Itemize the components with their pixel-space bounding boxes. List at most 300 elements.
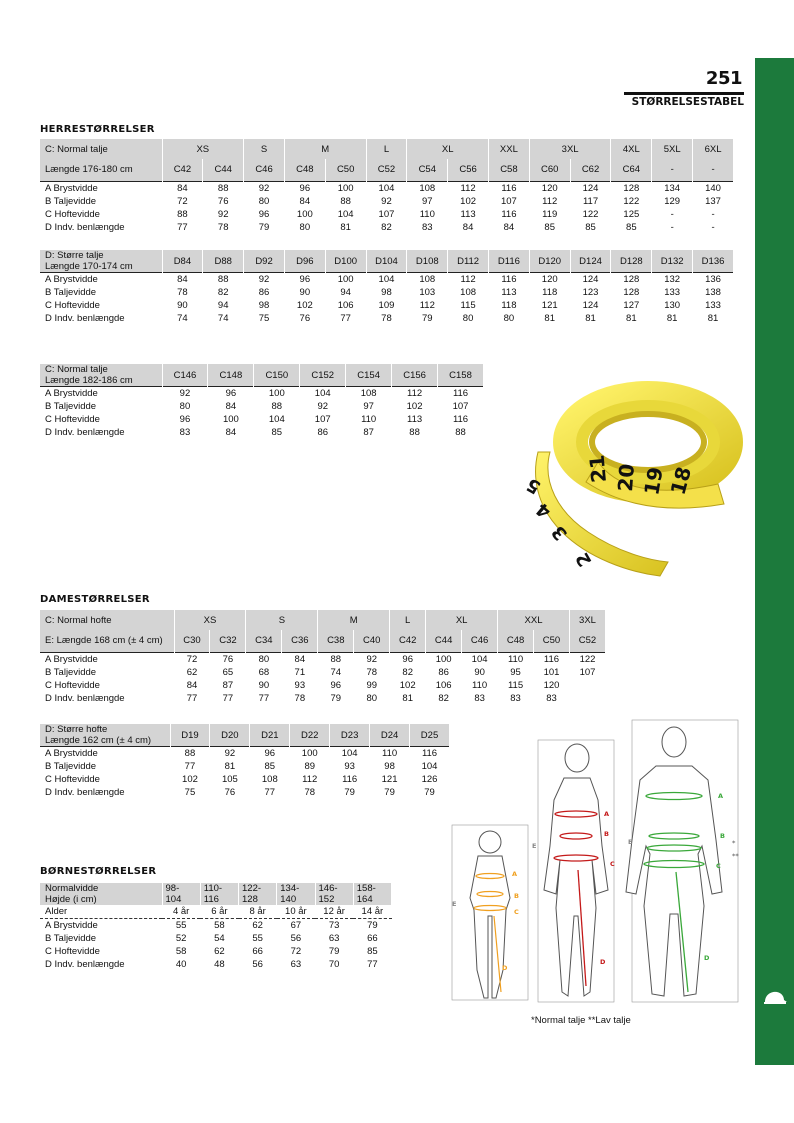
size-code: C148 <box>208 364 254 387</box>
born-heading: BØRNESTØRRELSER <box>40 866 157 877</box>
tape-number: 18 <box>665 464 697 498</box>
measure-value: 86 <box>258 287 270 298</box>
measure-value: 85 <box>271 427 283 438</box>
measure-value: 121 <box>381 774 398 785</box>
waist-footnote: *Normal talje **Lav talje <box>531 1015 631 1026</box>
measure-value: 116 <box>452 414 469 425</box>
table-row <box>40 919 392 933</box>
measure-value: 88 <box>170 747 210 761</box>
measure-value: 92 <box>244 181 285 195</box>
measure-label: A Brystvidde <box>40 387 162 401</box>
measure-value: 87 <box>363 427 374 438</box>
size-code: C154 <box>346 364 392 387</box>
herre-table-stor <box>40 250 734 325</box>
measure-label: B Taljevidde <box>45 933 97 944</box>
measure-value: 117 <box>582 195 599 207</box>
measure-value: 107 <box>500 195 517 207</box>
measure-value: 80 <box>503 313 515 324</box>
size-range <box>353 883 391 905</box>
measure-label: B Taljevidde <box>45 666 97 678</box>
measure-value: 76 <box>299 313 311 324</box>
table-row <box>40 413 484 426</box>
measure-value: 72 <box>174 652 210 666</box>
measure-value: 83 <box>179 427 191 438</box>
measure-value: 110 <box>370 747 410 761</box>
measure-value: 84 <box>462 221 474 233</box>
body-measurement-figures <box>446 720 752 1012</box>
measure-value: 133 <box>664 287 681 298</box>
measure-value: - <box>711 208 715 220</box>
measure-value: 94 <box>340 287 351 298</box>
table-row <box>40 652 606 666</box>
measure-value: 112 <box>542 195 558 207</box>
measure-value: 70 <box>328 959 340 970</box>
tape-number: 19 <box>639 465 668 497</box>
measure-value: 120 <box>529 181 570 195</box>
measure-label: D Indv. benlængde <box>45 427 125 438</box>
table-row <box>40 666 606 679</box>
size-label: XL <box>407 139 489 159</box>
size-code: C52 <box>366 159 407 181</box>
measure-value: 68 <box>258 666 270 678</box>
measure-value: 40 <box>175 959 187 970</box>
measure-value: 62 <box>214 946 225 957</box>
header-cell: Længde 176-180 cm <box>40 159 162 181</box>
measure-value: 88 <box>318 652 354 666</box>
measure-value: 92 <box>210 747 250 761</box>
table-row <box>40 786 450 799</box>
measure-value: 62 <box>252 920 263 931</box>
header-line: Længde 162 cm (± 4 cm) <box>45 735 152 746</box>
measure-value: 85 <box>544 221 555 233</box>
measure-value: 65 <box>222 666 234 678</box>
size-label: XS <box>162 139 244 159</box>
header-line: Længde 170-174 cm <box>45 261 133 272</box>
size-line: 152 <box>318 894 335 905</box>
measure-value: 80 <box>246 652 282 666</box>
measure-label: D Indv. benlængde <box>45 221 125 233</box>
measure-value: 107 <box>314 414 331 425</box>
size-code: C62 <box>570 159 611 181</box>
size-code: D21 <box>250 724 290 747</box>
measure-value: 133 <box>705 300 721 311</box>
measure-value: 140 <box>693 181 734 195</box>
measure-value: 108 <box>346 387 392 401</box>
measure-value: 79 <box>424 787 435 798</box>
measure-value: 90 <box>474 666 485 678</box>
measure-value: 116 <box>489 181 530 195</box>
measure-value: 92 <box>354 652 390 666</box>
measure-value: 96 <box>250 747 290 761</box>
tape-number: 21 <box>584 453 611 484</box>
measure-value: 83 <box>510 692 521 704</box>
size-code: D92 <box>244 250 285 273</box>
measure-value: 84 <box>225 427 237 438</box>
size-code: C46 <box>462 630 498 652</box>
measure-value: 100 <box>254 387 300 401</box>
measure-value: 124 <box>582 300 599 311</box>
measure-value: 112 <box>448 181 489 195</box>
measure-value: 89 <box>304 761 316 772</box>
measure-label: A Brystvidde <box>40 181 162 195</box>
page-number: 251 <box>705 68 742 89</box>
measure-value: 62 <box>186 666 198 678</box>
size-code: C32 <box>210 630 246 652</box>
size-range <box>200 883 238 905</box>
measure-value: 88 <box>340 195 351 207</box>
measure-value: 82 <box>438 692 449 704</box>
header-cell: C: Normal talje <box>40 139 162 159</box>
measure-value: 71 <box>294 666 306 678</box>
measure-value: 96 <box>208 387 254 401</box>
measure-value: 132 <box>652 273 693 287</box>
size-code: C42 <box>162 159 203 181</box>
header-line: C: Normal talje <box>45 364 108 375</box>
fig-label: B <box>720 832 725 840</box>
measure-value: 102 <box>182 774 198 785</box>
measure-value: 102 <box>406 401 423 412</box>
size-label: L <box>390 610 426 630</box>
size-label: S <box>246 610 318 630</box>
measure-value: 63 <box>290 959 302 970</box>
measure-value: 77 <box>184 761 196 772</box>
table-row <box>40 932 392 945</box>
age-value: 4 år <box>162 905 200 919</box>
measure-value: 78 <box>381 313 392 324</box>
measure-value: 96 <box>330 679 342 691</box>
measure-value: 78 <box>217 221 229 233</box>
size-code: C56 <box>448 159 489 181</box>
measure-value: 113 <box>501 287 517 298</box>
dame-heading: DAMESTØRRELSER <box>40 594 150 605</box>
measure-value: 97 <box>421 195 433 207</box>
header-cell: E: Længde 168 cm (± 4 cm) <box>40 630 174 652</box>
measure-value: 78 <box>294 692 306 704</box>
measure-value: 55 <box>175 920 187 931</box>
size-code: C156 <box>392 364 438 387</box>
measure-value: 77 <box>186 692 198 704</box>
measure-label: D Indv. benlængde <box>45 692 125 704</box>
size-code: C48 <box>284 159 325 181</box>
tape-number: 4 <box>532 498 556 523</box>
measure-value: 96 <box>179 414 191 425</box>
measure-value: 122 <box>569 652 605 666</box>
measure-value: 82 <box>402 666 413 678</box>
size-label: 3XL <box>529 139 611 159</box>
fig-label: D <box>502 964 508 972</box>
size-code: C158 <box>438 364 484 387</box>
measure-value: 100 <box>325 181 366 195</box>
measure-value: 56 <box>290 933 302 944</box>
tape-number: 2 <box>571 548 597 570</box>
dame-table-stor <box>40 724 450 799</box>
size-line: 128 <box>242 894 258 905</box>
measure-value: 121 <box>541 300 558 311</box>
measure-value: 119 <box>542 208 558 220</box>
measure-value: 92 <box>244 273 285 287</box>
measure-value: 81 <box>402 692 413 704</box>
measure-value: 124 <box>570 181 611 195</box>
herre-table-normal <box>40 139 734 234</box>
measure-value: 56 <box>252 959 263 970</box>
measure-label: B Taljevidde <box>45 195 97 207</box>
measure-value: 96 <box>284 273 325 287</box>
section-tab <box>755 58 794 1065</box>
fig-label: E <box>628 838 633 846</box>
measure-value: 104 <box>337 208 354 220</box>
measure-value: 122 <box>623 195 640 207</box>
table-row <box>40 195 734 208</box>
measure-label: C Hoftevidde <box>45 300 100 311</box>
measure-value: 88 <box>409 427 420 438</box>
measure-value: 81 <box>626 313 637 324</box>
measure-value: 90 <box>177 300 188 311</box>
measure-value: 52 <box>175 933 187 944</box>
measure-value: 88 <box>271 401 283 412</box>
size-code: C146 <box>162 364 208 387</box>
size-code: D84 <box>162 250 203 273</box>
measure-label: B Taljevidde <box>45 401 97 412</box>
measure-value: 82 <box>381 221 392 233</box>
measure-value: 112 <box>419 300 435 311</box>
measure-label: C Hoftevidde <box>45 208 100 220</box>
measure-label: D Indv. benlængde <box>45 313 125 324</box>
measure-value: - <box>711 221 715 233</box>
measure-label: C Hoftevidde <box>45 414 100 425</box>
measure-value: 77 <box>222 692 234 704</box>
measure-value: 127 <box>623 300 640 311</box>
measure-value: 54 <box>214 933 225 944</box>
measure-value: 112 <box>392 387 438 401</box>
size-label: XL <box>426 610 498 630</box>
measure-value: 80 <box>366 692 378 704</box>
size-code: C38 <box>318 630 354 652</box>
size-code: C42 <box>390 630 426 652</box>
measure-value: 98 <box>381 287 392 298</box>
measure-value <box>569 692 605 705</box>
measure-value: 75 <box>258 313 270 324</box>
size-code: D108 <box>407 250 448 273</box>
size-code: C50 <box>325 159 366 181</box>
table-row <box>40 773 450 786</box>
measure-value: 99 <box>366 679 378 691</box>
fig-label: C <box>514 908 519 916</box>
size-code: D22 <box>290 724 330 747</box>
fig-label: A <box>512 870 518 878</box>
tape-number: 5 <box>523 473 545 498</box>
measure-value: 124 <box>570 273 611 287</box>
size-line: 140 <box>280 894 297 905</box>
measure-value: 130 <box>664 300 681 311</box>
measure-value: 97 <box>363 401 374 412</box>
measure-value: 88 <box>203 273 244 287</box>
table-row <box>40 958 392 971</box>
measure-value: 126 <box>421 774 438 785</box>
measure-value: 82 <box>217 287 229 298</box>
measure-value: 100 <box>426 652 462 666</box>
size-code: D120 <box>529 250 570 273</box>
size-line: 158- <box>356 883 376 894</box>
measure-value: 128 <box>623 287 640 298</box>
measure-label: B Taljevidde <box>45 287 97 298</box>
measure-value: 113 <box>406 414 423 425</box>
measure-label: B Taljevidde <box>45 761 97 772</box>
measure-value: 101 <box>543 666 560 678</box>
herre-heading: HERRESTØRRELSER <box>40 124 155 135</box>
fig-label: D <box>600 958 606 966</box>
measure-value: 108 <box>261 774 278 785</box>
measure-value: 78 <box>177 287 188 298</box>
measure-value: 95 <box>510 666 521 678</box>
measure-value: 108 <box>407 273 448 287</box>
size-line: 98- <box>165 883 180 894</box>
size-line: 122- <box>242 883 262 894</box>
measure-value: 79 <box>421 313 433 324</box>
size-code: D88 <box>203 250 244 273</box>
fig-label: D <box>704 954 710 962</box>
measure-value: 90 <box>258 679 270 691</box>
measure-value: 108 <box>407 181 448 195</box>
born-table <box>40 883 392 971</box>
size-line: 164 <box>356 894 373 905</box>
measure-value: 85 <box>626 221 637 233</box>
size-code: C58 <box>489 159 530 181</box>
measure-value: 104 <box>268 414 285 425</box>
measure-value: 84 <box>282 652 318 666</box>
measuring-tape-image <box>523 372 734 576</box>
measure-value: 120 <box>529 273 570 287</box>
size-code: D20 <box>210 724 250 747</box>
size-line: 146- <box>318 883 338 894</box>
size-line: 134- <box>280 883 300 894</box>
measure-value: 81 <box>544 313 555 324</box>
measure-value: 96 <box>258 208 270 220</box>
header-line: Normalvidde <box>45 883 99 894</box>
measure-value: 86 <box>317 427 329 438</box>
measure-value: 80 <box>179 401 191 412</box>
measure-value: 128 <box>611 181 652 195</box>
measure-value: 81 <box>707 313 719 324</box>
measure-value: - <box>670 208 674 220</box>
measure-value: 104 <box>366 273 407 287</box>
size-code: D112 <box>448 250 489 273</box>
header-line: Længde 182-186 cm <box>45 375 133 386</box>
size-code: C46 <box>244 159 285 181</box>
size-code: D128 <box>611 250 652 273</box>
measure-label: A Brystvidde <box>40 747 170 761</box>
measure-value: 98 <box>384 761 395 772</box>
size-line: 104 <box>165 894 182 905</box>
table-row <box>40 208 734 221</box>
measure-value: 75 <box>184 787 196 798</box>
measure-value: 84 <box>225 401 237 412</box>
measure-label: D Indv. benlængde <box>45 787 125 798</box>
size-label: S <box>244 139 285 159</box>
size-code: C64 <box>611 159 652 181</box>
measure-value: 103 <box>419 287 436 298</box>
measure-value: 122 <box>582 208 599 220</box>
measure-value: 85 <box>585 221 596 233</box>
measure-value: 86 <box>438 666 449 678</box>
measure-value: 83 <box>546 692 557 704</box>
size-code: C152 <box>300 364 346 387</box>
age-value: 10 år <box>277 905 315 919</box>
age-value: 8 år <box>239 905 277 919</box>
measure-value: 48 <box>214 959 225 970</box>
measure-value: 81 <box>585 313 596 324</box>
measure-value: 74 <box>217 313 229 324</box>
size-code: C52 <box>569 630 605 652</box>
measure-value: 77 <box>367 959 378 970</box>
measure-value: 107 <box>452 401 469 412</box>
size-label: 4XL <box>611 139 652 159</box>
measure-value: 123 <box>582 287 599 298</box>
measure-value: 110 <box>361 414 377 425</box>
table-row <box>40 692 606 705</box>
size-code: D23 <box>330 724 370 747</box>
age-value: 14 år <box>353 905 391 919</box>
measure-value: 55 <box>252 933 263 944</box>
measure-value: 116 <box>534 652 570 666</box>
measure-value: 79 <box>344 787 355 798</box>
size-code: D25 <box>410 724 450 747</box>
fig-label: C <box>716 862 721 870</box>
fig-label: E <box>532 842 537 850</box>
measure-value: 93 <box>294 679 306 691</box>
measure-value: 104 <box>300 387 346 401</box>
size-range <box>239 883 277 905</box>
size-code: D132 <box>652 250 693 273</box>
measure-value: 102 <box>460 195 477 207</box>
measure-value: 106 <box>337 300 354 311</box>
measure-value: 88 <box>177 208 188 220</box>
size-code: - <box>693 159 734 181</box>
measure-value: - <box>670 221 674 233</box>
measure-value: 137 <box>705 195 721 207</box>
table-row <box>40 181 734 195</box>
measure-value: 73 <box>328 920 340 931</box>
fig-label: C <box>610 860 615 868</box>
size-code: C44 <box>203 159 244 181</box>
measure-value: 77 <box>264 787 276 798</box>
table-row <box>40 760 450 773</box>
size-code: C150 <box>254 364 300 387</box>
measure-value: 77 <box>258 692 270 704</box>
measure-value: 112 <box>302 774 318 785</box>
measure-value: 104 <box>366 181 407 195</box>
size-code: C50 <box>534 630 570 652</box>
measure-value: 107 <box>378 208 395 220</box>
measure-value: 92 <box>317 401 329 412</box>
table-row <box>40 312 734 325</box>
size-code: D124 <box>570 250 611 273</box>
measure-value: 115 <box>507 679 524 691</box>
measure-value: 88 <box>203 181 244 195</box>
measure-value: 110 <box>419 208 435 220</box>
header-cell <box>40 724 170 747</box>
measure-value: 100 <box>296 208 313 220</box>
header-cell: C: Normal hofte <box>40 610 174 630</box>
measure-value: 102 <box>399 679 416 691</box>
table-row <box>40 221 734 234</box>
size-label: 5XL <box>652 139 693 159</box>
measure-value: 77 <box>177 221 188 233</box>
size-label: XXL <box>498 610 570 630</box>
measure-value: 88 <box>455 427 466 438</box>
measure-value: 108 <box>460 287 477 298</box>
size-code: C48 <box>498 630 534 652</box>
measure-label: C Hoftevidde <box>45 774 100 785</box>
